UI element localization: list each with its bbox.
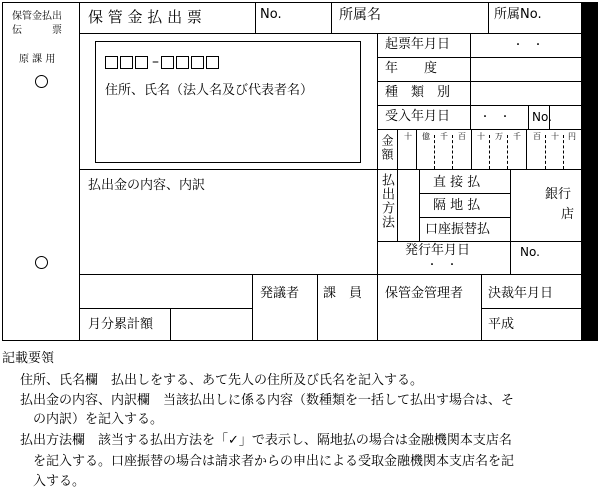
issue-no-label: No. [520, 245, 540, 259]
draft-date-dots: ・ ・ [513, 40, 543, 51]
postal-code-boxes[interactable] [105, 55, 221, 69]
monthly-total-label: 月分累計額 [88, 317, 154, 332]
postal-box[interactable] [206, 56, 219, 69]
amount-unit: 百 [458, 132, 466, 141]
postal-dash: – [152, 54, 159, 70]
stamp-circle-top[interactable] [35, 75, 48, 88]
side-subtitle: 伝 票 [12, 25, 62, 36]
note-line: を記入する。口座振替の場合は請求者からの申出による受取金融機関本支店名を記 [33, 454, 515, 469]
manager-label: 保管金管理者 [385, 286, 464, 301]
category-label: 種 類 別 [385, 85, 451, 100]
receipt-date-dots: ・ ・ [480, 112, 510, 123]
note-line: 払出方法欄 該当する払出方法を「✓」で表示し、隔地払の場合は金融機関本支店名 [20, 433, 512, 448]
amount-unit: 億 [422, 132, 430, 141]
amount-unit: 円 [568, 132, 576, 141]
bank-label: 銀行 [545, 187, 572, 202]
dept-label: 所属名 [339, 7, 381, 23]
note-line: 入する。 [33, 474, 86, 489]
amount-unit: 万 [495, 132, 503, 141]
amount-unit: 十 [551, 132, 559, 141]
section-label: 課 員 [323, 286, 363, 301]
notes-heading: 記載要領 [2, 351, 55, 366]
postal-box[interactable] [161, 56, 174, 69]
form-title: 保 管 金 払 出 票 [88, 8, 202, 26]
postal-box[interactable] [176, 56, 189, 69]
dept-no-label: 所属No. [494, 7, 542, 22]
issue-date-label: 発行年月日 [405, 243, 471, 258]
draft-date-label: 起票年月日 [385, 37, 451, 52]
amount-unit: 百 [533, 132, 541, 141]
method-option-transfer[interactable]: 口座振替払 [425, 222, 491, 237]
method-label: 払出方法 [379, 173, 394, 229]
note-line: 払出金の内容、内訳欄 当該払出しに係る内容（数種類を一括して払出す場合は、そ [20, 393, 515, 408]
form-no-label: No. [260, 7, 282, 22]
amount-unit: 十 [477, 132, 485, 141]
amount-unit: 千 [513, 132, 521, 141]
amount-label: 金額 [380, 134, 394, 162]
postal-box[interactable] [191, 56, 204, 69]
method-option-direct[interactable]: 直 接 払 [433, 175, 481, 190]
issue-date-dots: ・ ・ [427, 260, 457, 271]
postal-box[interactable] [135, 56, 148, 69]
postal-box[interactable] [105, 56, 118, 69]
receipt-no-label: No. [532, 110, 552, 124]
branch-label: 店 [561, 207, 575, 222]
amount-unit: 十 [404, 132, 412, 141]
address-label: 住所、氏名（法人名及び代表者名） [105, 83, 314, 98]
side-title: 保管金払出 [12, 11, 62, 22]
method-option-remote[interactable]: 隔 地 払 [433, 198, 481, 213]
issuer-label: 発議者 [260, 286, 300, 301]
era-label: 平成 [488, 317, 515, 332]
postal-box[interactable] [120, 56, 133, 69]
contents-label: 払出金の内容、内訳 [88, 178, 206, 193]
note-line: 住所、氏名欄 払出しをする、あて先人の住所及び氏名を記入する。 [20, 373, 424, 388]
amount-unit: 千 [440, 132, 448, 141]
receipt-date-label: 受入年月日 [385, 109, 451, 124]
note-line: の内訳）を記入する。 [33, 412, 164, 427]
settlement-date-label: 決裁年月日 [488, 286, 554, 301]
fiscal-year-label: 年 度 [385, 61, 438, 76]
stamp-label: 原 課 用 [19, 54, 56, 65]
stamp-circle-bottom[interactable] [35, 256, 48, 269]
